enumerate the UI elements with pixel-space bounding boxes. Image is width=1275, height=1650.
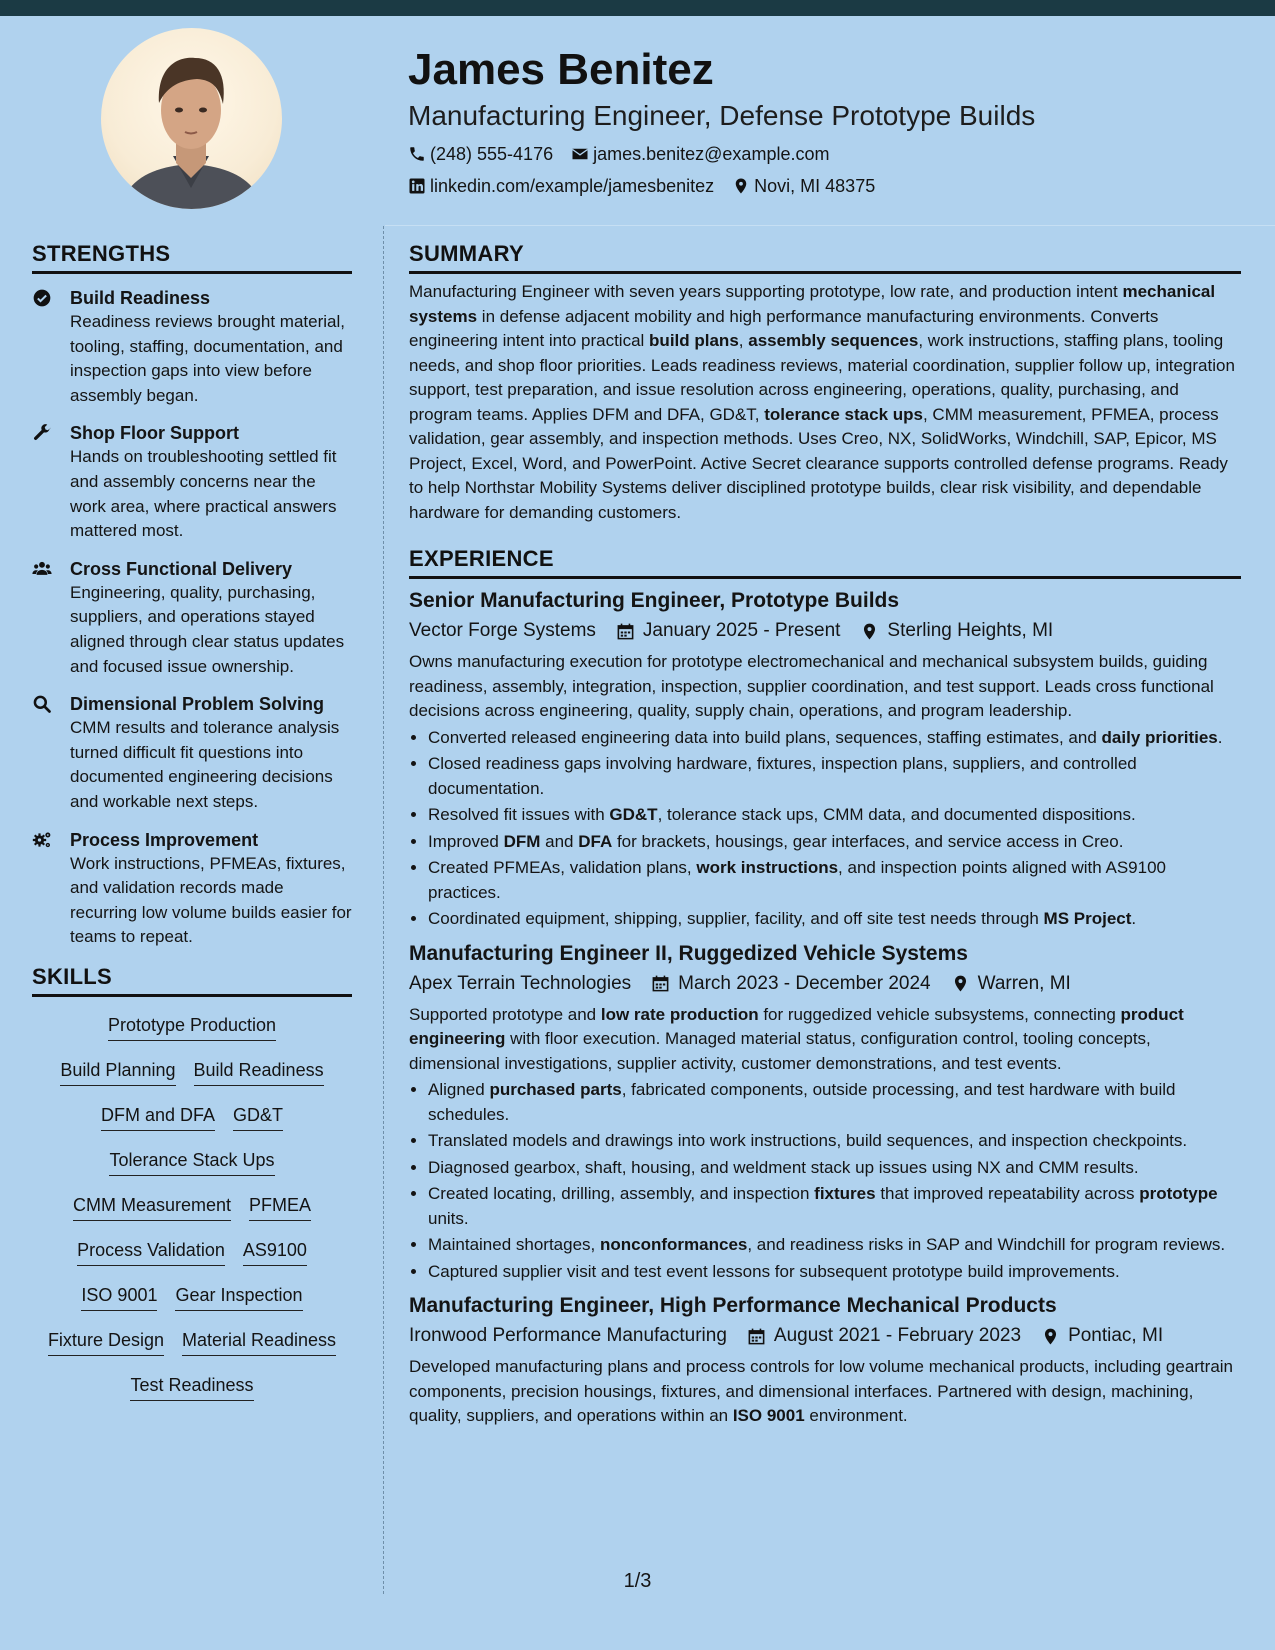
bold-text: GD&T xyxy=(609,805,658,824)
strength-item xyxy=(32,557,352,679)
job-bullet: • Closed readiness gaps involving hardware, fixtures, inspection plans, suppliers, and controlled documentation. xyxy=(428,752,1241,801)
skill-tag: GD&T xyxy=(233,1099,283,1131)
job-bullets xyxy=(409,1078,1241,1284)
job-entry xyxy=(409,587,1241,932)
skill-tag: CMM Measurement xyxy=(73,1189,231,1221)
job-title: Manufacturing Engineer II, Ruggedized Vehicle Systems xyxy=(409,941,968,965)
resume-header xyxy=(408,44,1248,198)
skill-row xyxy=(32,1099,352,1144)
location-text: Novi, MI 48375 xyxy=(754,176,876,196)
map-pin-icon xyxy=(951,974,970,993)
bold-text: prototype xyxy=(1139,1184,1218,1203)
job-bullet: • Maintained shortages, nonconformances, and readiness risks in SAP and Windchill for program reviews. xyxy=(428,1233,1241,1258)
job-bullet: • Created PFMEAs, validation plans, work instructions, and inspection points aligned with AS9100 practices. xyxy=(428,856,1241,905)
strength-desc: Hands on troubleshooting settled fit and assembly concerns near the work area, where practical answers mattered most. xyxy=(70,447,337,541)
job-company: Ironwood Performance Manufacturing xyxy=(409,1325,727,1346)
skill-tag: Test Readiness xyxy=(130,1369,253,1401)
bold-text: work instructions xyxy=(696,858,839,877)
top-bar xyxy=(0,0,1275,16)
map-pin-icon xyxy=(732,177,750,195)
experience-heading: EXPERIENCE xyxy=(409,545,1241,579)
bold-text: product engineering xyxy=(409,1004,1184,1048)
skills-heading: SKILLS xyxy=(32,963,352,997)
contact-row-1 xyxy=(408,142,1248,166)
page-number: 1/3 xyxy=(623,1570,652,1592)
job-dates: January 2025 - Present xyxy=(642,620,841,641)
contact-linkedin[interactable] xyxy=(408,174,714,198)
job-meta xyxy=(409,1323,1241,1349)
candidate-name: James Benitez xyxy=(408,45,714,94)
strength-title: Dimensional Problem Solving xyxy=(70,694,325,715)
strength-item xyxy=(32,828,352,950)
skill-row xyxy=(32,1369,352,1414)
strength-desc: Engineering, quality, purchasing, suppliers, and operations stayed aligned through clear status updates and focused issue ownership. xyxy=(70,582,345,676)
strength-title: Build Readiness xyxy=(70,288,211,308)
calendar-icon xyxy=(747,1327,766,1346)
envelope-icon xyxy=(571,145,589,163)
job-bullet: • Created locating, drilling, assembly, and inspection fixtures that improved repeatability across prototype units. xyxy=(428,1182,1241,1231)
skill-tag: Tolerance Stack Ups xyxy=(109,1144,274,1176)
calendar-icon xyxy=(651,974,670,993)
skill-tag: PFMEA xyxy=(249,1189,311,1221)
skill-tag: Prototype Production xyxy=(108,1009,276,1041)
strength-title: Shop Floor Support xyxy=(70,423,239,444)
strength-item xyxy=(32,286,352,408)
job-bullet: • Resolved fit issues with GD&T, tolerance stack ups, CMM data, and documented dispositions. xyxy=(428,803,1241,828)
left-column xyxy=(32,240,352,1414)
summary-heading: SUMMARY xyxy=(409,240,1241,274)
check-circle-icon xyxy=(32,288,52,308)
calendar-icon xyxy=(616,622,635,641)
bold-text: build plans xyxy=(649,331,739,350)
strength-title: Process Improvement xyxy=(70,829,259,850)
phone-text: (248) 555-4176 xyxy=(430,144,554,164)
job-entry xyxy=(409,940,1241,1285)
contact-row-2 xyxy=(408,174,1248,198)
skills-list xyxy=(32,1009,352,1414)
skill-row xyxy=(32,1324,352,1369)
map-pin-icon xyxy=(1041,1327,1060,1346)
contact-phone xyxy=(408,142,553,166)
job-location: Sterling Heights, MI xyxy=(887,620,1054,641)
bold-text: fixtures xyxy=(814,1184,876,1203)
linkedin-text[interactable]: linkedin.com/example/jamesbenitez xyxy=(430,176,715,196)
job-title: Senior Manufacturing Engineer, Prototype Builds xyxy=(409,589,900,612)
right-column xyxy=(409,240,1241,1429)
job-company: Vector Forge Systems xyxy=(409,620,596,641)
search-icon xyxy=(32,694,52,714)
job-dates: March 2023 - December 2024 xyxy=(678,972,931,994)
strength-title: Cross Functional Delivery xyxy=(70,558,293,579)
bold-text: mechanical systems xyxy=(409,282,1216,326)
job-bullet: • Coordinated equipment, shipping, supplier, facility, and off site test needs through MS Project. xyxy=(428,907,1241,932)
job-bullet: • Aligned purchased parts, fabricated components, outside processing, and test hardware with build schedules. xyxy=(428,1078,1241,1127)
strength-item xyxy=(32,692,352,814)
bold-text: daily priorities xyxy=(1101,727,1218,747)
strength-desc: Readiness reviews brought material, tooling, staffing, documentation, and inspection gaps into view before assembly began. xyxy=(70,312,345,405)
bold-text: low rate production xyxy=(600,1004,759,1024)
map-pin-icon xyxy=(860,622,879,641)
job-title: Manufacturing Engineer, High Performance Mechanical Products xyxy=(409,1294,1057,1317)
skill-row xyxy=(32,1279,352,1324)
header-divider xyxy=(385,225,1275,226)
bold-text: nonconformances xyxy=(600,1235,748,1254)
skill-tag: Material Readiness xyxy=(182,1324,336,1356)
skill-tag: Gear Inspection xyxy=(175,1279,302,1311)
bold-text: assembly sequences xyxy=(748,331,919,350)
strengths-heading: STRENGTHS xyxy=(32,240,352,274)
strength-desc: Work instructions, PFMEAs, fixtures, and validation records made recurring low volume builds easier for teams to repeat. xyxy=(70,853,352,947)
experience-list xyxy=(409,587,1241,1429)
skill-row xyxy=(32,1234,352,1279)
contact-location xyxy=(732,174,875,198)
strength-desc: CMM results and tolerance analysis turned difficult fit questions into documented engineering decisions and workable next steps. xyxy=(70,718,340,811)
gears-icon xyxy=(32,830,52,850)
bold-text: purchased parts xyxy=(489,1080,622,1099)
job-bullet: • Diagnosed gearbox, shaft, housing, and weldment stack up issues using NX and CMM results. xyxy=(428,1156,1241,1181)
summary-text: Manufacturing Engineer with seven years supporting prototype, low rate, and production intent mechanical systems in defense adjacent mobility and high performance manufacturing environments. Converts engineering intent into practical build plans, assembly sequences, work instructions, staffing plans, tooling needs, and shop floor priorities. Leads readiness reviews, material coordination, supplier follow up, integration support, test preparation, and issue resolution across engineering, operations, quality, purchasing, and program teams. Applies DFM and DFA, GD&T, tolerance stack ups, CMM measurement, PFMEA, process validation, gear assembly, and inspection methods. Uses Creo, NX, SolidWorks, Windchill, SAP, Epicor, MS Project, Excel, Word, and PowerPoint. Active Secret clearance supports controlled defense programs. Ready to help Northstar Mobility Systems deliver disciplined prototype builds, clear risk visibility, and dependable hardware for demanding customers. xyxy=(409,282,1235,522)
bold-text: ISO 9001 xyxy=(732,1406,805,1425)
job-company: Apex Terrain Technologies xyxy=(409,972,632,994)
linkedin-icon xyxy=(408,177,426,195)
job-location: Warren, MI xyxy=(977,972,1071,994)
skill-tag: ISO 9001 xyxy=(81,1279,157,1311)
bold-text: DFM xyxy=(503,831,541,851)
phone-icon xyxy=(408,145,426,163)
job-bullet: • Captured supplier visit and test event lessons for subsequent prototype build improvements. xyxy=(428,1260,1241,1285)
job-dates: August 2021 - February 2023 xyxy=(773,1325,1022,1346)
strength-item xyxy=(32,421,352,543)
skill-tag: Process Validation xyxy=(77,1234,225,1266)
bold-text: MS Project xyxy=(1043,909,1132,928)
bold-text: tolerance stack ups xyxy=(764,404,923,424)
job-description: Supported prototype and low rate production for ruggedized vehicle subsystems, connecting product engineering with floor execution. Managed material status, configuration control, tooling concepts, dimensional investigations, supplier activity, customer demonstrations, and test events. xyxy=(409,1004,1184,1073)
bold-text: DFA xyxy=(578,831,613,851)
strengths-list xyxy=(32,286,352,950)
profile-photo xyxy=(101,28,282,209)
column-divider xyxy=(383,226,384,1594)
skill-row xyxy=(32,1054,352,1099)
job-description: Owns manufacturing execution for prototype electromechanical and mechanical subsystem builds, guiding readiness, assembly, integration, inspection, supplier coordination, and test support. Leads cross functional decisions across engineering, quality, supply chain, operations, and program leadership. xyxy=(409,652,1214,720)
skill-row xyxy=(32,1144,352,1189)
wrench-icon xyxy=(32,423,52,443)
candidate-title: Manufacturing Engineer, Defense Prototype Builds xyxy=(408,100,1036,131)
job-bullets xyxy=(409,726,1241,932)
job-description: Developed manufacturing plans and process controls for low volume mechanical products, including geartrain components, precision housings, fixtures, and dimensional interfaces. Partnered with design, machining, quality, suppliers, and operations within an ISO 9001 environment. xyxy=(409,1357,1234,1425)
job-bullet: • Converted released engineering data into build plans, sequences, staffing estimates, and daily priorities. xyxy=(428,726,1241,751)
skill-row xyxy=(32,1189,352,1234)
contact-email[interactable] xyxy=(571,142,829,166)
job-bullet: • Improved DFM and DFA for brackets, housings, gear interfaces, and service access in Creo. xyxy=(428,830,1241,855)
job-location: Pontiac, MI xyxy=(1068,1325,1164,1346)
skill-tag: Build Readiness xyxy=(194,1054,324,1086)
skill-row xyxy=(32,1009,352,1054)
job-entry xyxy=(409,1292,1241,1429)
users-icon xyxy=(32,559,52,579)
job-meta xyxy=(409,618,1241,644)
skill-tag: Build Planning xyxy=(60,1054,175,1086)
skill-tag: Fixture Design xyxy=(48,1324,164,1356)
job-meta xyxy=(409,971,1241,997)
job-bullet: • Translated models and drawings into work instructions, build sequences, and inspection checkpoints. xyxy=(428,1129,1241,1154)
email-text[interactable]: james.benitez@example.com xyxy=(593,144,830,164)
skill-tag: AS9100 xyxy=(243,1234,307,1266)
skill-tag: DFM and DFA xyxy=(101,1099,215,1131)
